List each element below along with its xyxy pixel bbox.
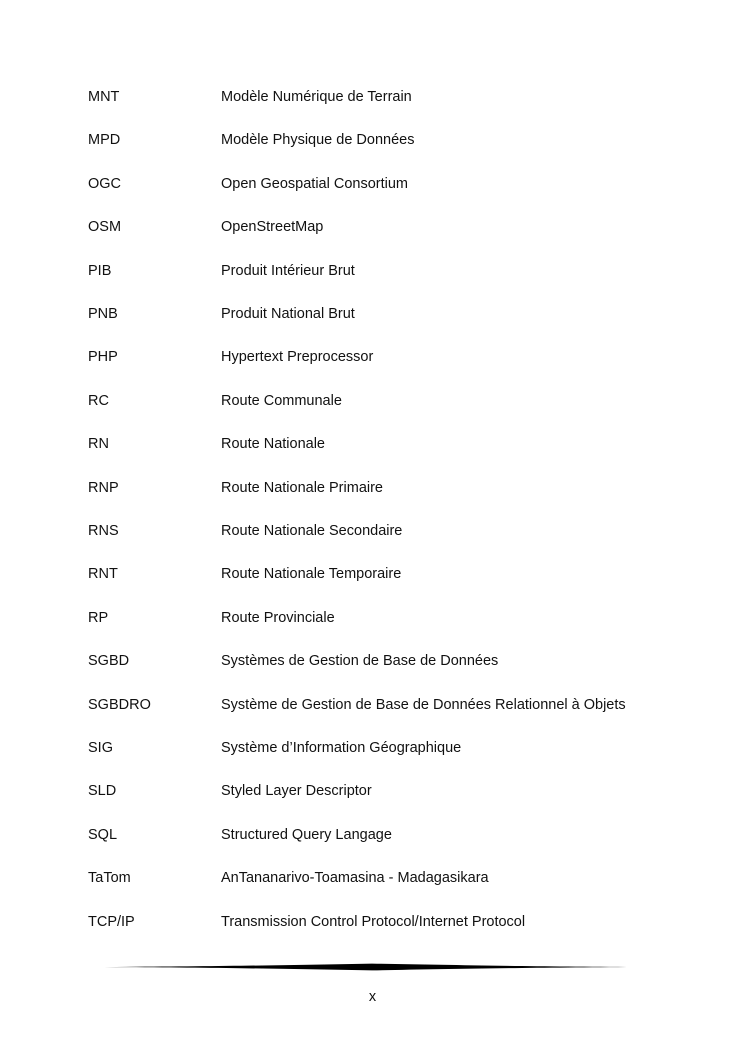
abbreviation-code: PIB — [88, 263, 112, 279]
abbreviation-definition: Systèmes de Gestion de Base de Données — [221, 653, 499, 669]
abbreviation-code: MNT — [88, 89, 120, 105]
abbreviation-code: SLD — [88, 783, 117, 799]
abbreviation-definition: Open Geospatial Consortium — [221, 176, 408, 192]
abbreviation-definition: Système d’Information Géographique — [221, 740, 462, 756]
abbreviation-row — [0, 650, 745, 672]
abbreviation-row — [0, 129, 745, 151]
abbreviation-definition: Produit Intérieur Brut — [221, 263, 355, 279]
footer-divider — [104, 961, 641, 973]
abbreviation-code: TCP/IP — [88, 914, 135, 930]
abbreviation-row — [0, 867, 745, 889]
abbreviation-code: RP — [88, 610, 109, 626]
abbreviation-definition: Route Nationale Temporaire — [221, 566, 402, 582]
abbreviation-row — [0, 173, 745, 195]
abbreviation-code: SQL — [88, 827, 118, 843]
abbreviation-row — [0, 303, 745, 325]
abbreviation-code: RC — [88, 393, 109, 409]
abbreviation-code: SGBD — [88, 653, 130, 669]
abbreviation-row — [0, 780, 745, 802]
abbreviation-definition: Produit National Brut — [221, 306, 355, 322]
abbreviation-definition: AnTananarivo-Toamasina - Madagasikara — [221, 870, 489, 886]
abbreviation-code: PHP — [88, 349, 118, 365]
abbreviation-row — [0, 824, 745, 846]
abbreviation-code: MPD — [88, 132, 121, 148]
abbreviation-definition: Route Nationale Primaire — [221, 480, 383, 496]
abbreviation-code: RN — [88, 436, 109, 452]
abbreviation-definition: Hypertext Preprocessor — [221, 349, 374, 365]
abbreviation-row — [0, 520, 745, 542]
abbreviation-code: RNT — [88, 566, 118, 582]
abbreviation-row — [0, 86, 745, 108]
abbreviation-row — [0, 694, 745, 716]
abbreviation-definition: Route Provinciale — [221, 610, 335, 626]
abbreviation-code: PNB — [88, 306, 118, 322]
abbreviation-row — [0, 563, 745, 585]
abbreviation-row — [0, 911, 745, 933]
abbreviation-definition: Route Nationale Secondaire — [221, 523, 403, 539]
footer-divider-stroke — [104, 964, 641, 971]
abbreviation-code: RNS — [88, 523, 119, 539]
abbreviation-code: OGC — [88, 176, 122, 192]
abbreviation-row — [0, 477, 745, 499]
abbreviation-definition: Route Communale — [221, 393, 342, 409]
abbreviation-code: SIG — [88, 740, 113, 756]
abbreviation-row — [0, 737, 745, 759]
abbreviation-code: SGBDRO — [88, 697, 151, 713]
abbreviation-definition: Transmission Control Protocol/Internet Protocol — [221, 914, 526, 930]
abbreviation-code: OSM — [88, 219, 122, 235]
abbreviation-definition: Structured Query Langage — [221, 827, 392, 843]
abbreviation-definition: Route Nationale — [221, 436, 325, 452]
abbreviation-row — [0, 260, 745, 282]
abbreviation-row — [0, 433, 745, 455]
abbreviation-definition: Modèle Numérique de Terrain — [221, 89, 412, 105]
page-number: x — [368, 989, 377, 1005]
abbreviation-definition: Modèle Physique de Données — [221, 132, 415, 148]
abbreviation-row — [0, 216, 745, 238]
abbreviation-code: TaTom — [88, 870, 131, 886]
abbreviation-definition: OpenStreetMap — [221, 219, 324, 235]
abbreviation-definition: Système de Gestion de Base de Données Relationnel à Objets — [221, 697, 626, 713]
abbreviation-definition: Styled Layer Descriptor — [221, 783, 372, 799]
abbreviation-row — [0, 390, 745, 412]
abbreviation-row — [0, 346, 745, 368]
abbreviation-row — [0, 607, 745, 629]
abbreviation-code: RNP — [88, 480, 119, 496]
